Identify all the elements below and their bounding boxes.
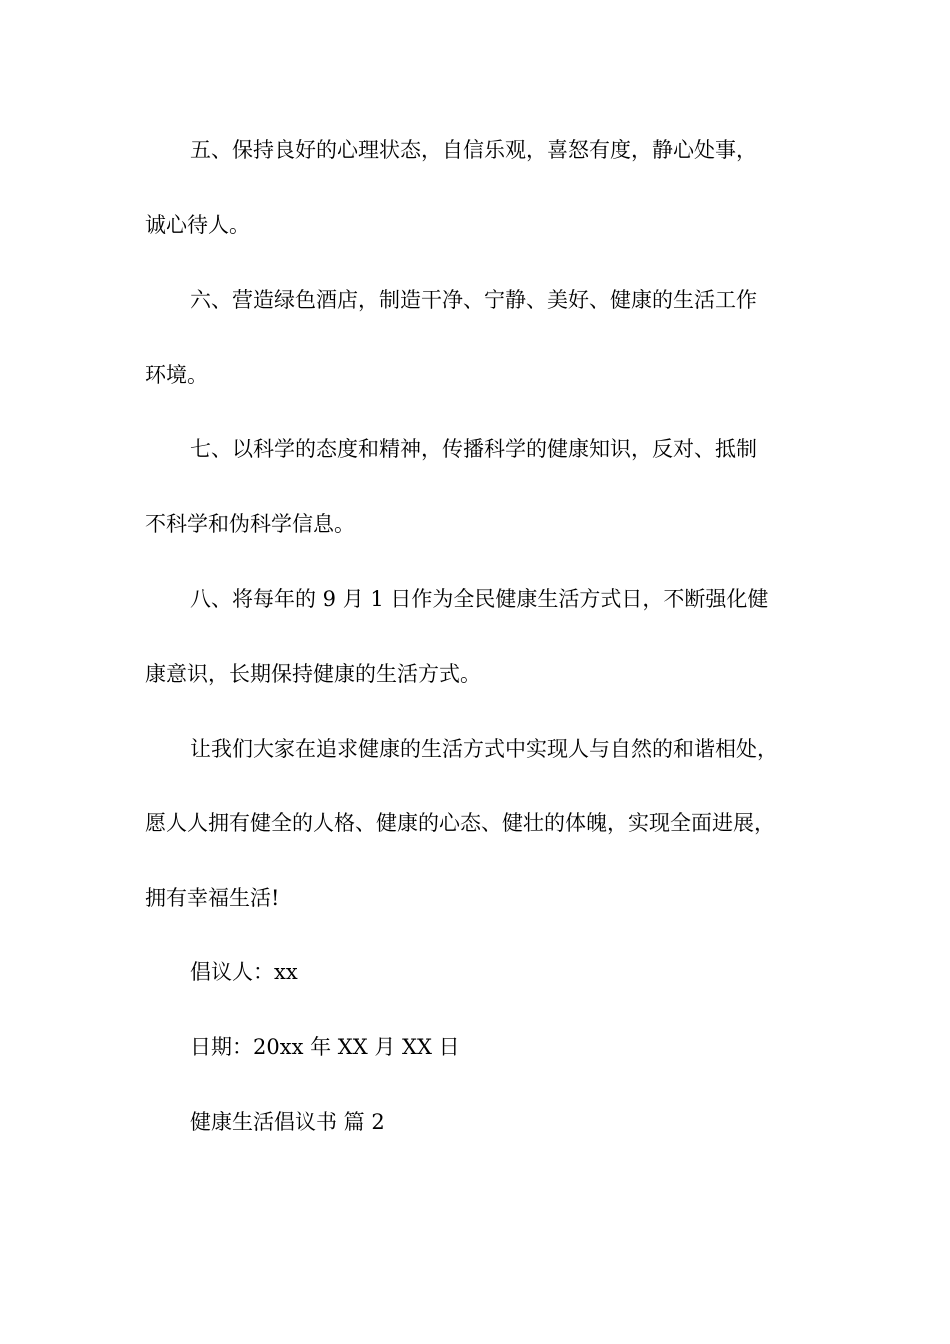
paragraph-5-line-2: 诚心待人。 <box>145 213 250 237</box>
closing-paragraph-line-3: 拥有幸福生活! <box>145 886 280 910</box>
paragraph-6-line-2: 环境。 <box>145 363 208 387</box>
date-line: 日期：20xx 年 XX 月 XX 日 <box>190 1035 460 1059</box>
paragraph-5-line-1: 五、保持良好的心理状态，自信乐观，喜怒有度，静心处事， <box>190 138 757 162</box>
paragraph-6-line-1: 六、营造绿色酒店，制造干净、宁静、美好、健康的生活工作 <box>190 288 757 312</box>
paragraph-7-line-1: 七、以科学的态度和精神，传播科学的健康知识，反对、抵制 <box>190 437 757 461</box>
closing-paragraph-line-2: 愿人人拥有健全的人格、健康的心态、健壮的体魄，实现全面进展， <box>145 811 775 835</box>
section-heading: 健康生活倡议书 篇 2 <box>190 1110 385 1134</box>
paragraph-8-line-1: 八、将每年的 9 月 1 日作为全民健康生活方式日，不断强化健 <box>190 587 769 611</box>
paragraph-7-line-2: 不科学和伪科学信息。 <box>145 512 355 536</box>
paragraph-8-line-2: 康意识，长期保持健康的生活方式。 <box>145 662 481 686</box>
proposer-line: 倡议人：xx <box>190 960 298 984</box>
closing-paragraph-line-1: 让我们大家在追求健康的生活方式中实现人与自然的和谐相处， <box>190 737 778 761</box>
